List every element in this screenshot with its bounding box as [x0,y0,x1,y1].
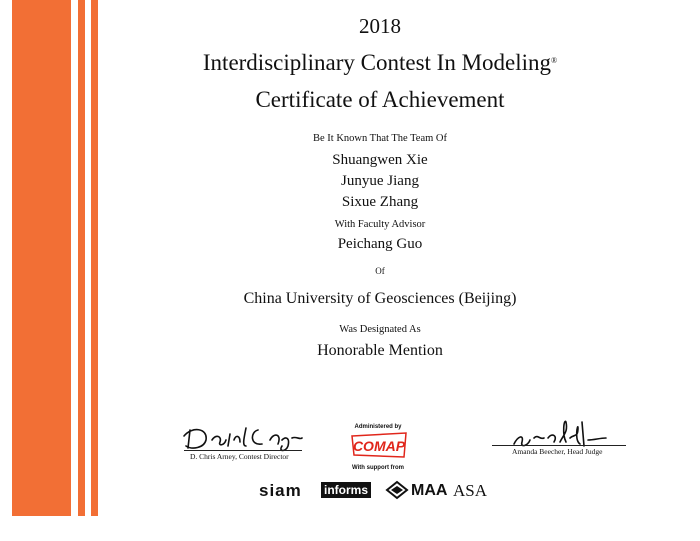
designation-label: Was Designated As [339,324,421,335]
maa-emblem-icon [385,480,409,500]
judge-signature-line [492,445,626,446]
team-member-1: Shuangwen Xie [332,152,428,168]
advisor-name: Peichang Guo [337,236,423,252]
support-label: With support from [352,465,404,471]
decorative-stripe-1 [78,0,85,516]
certificate-year: 2018 [359,14,401,38]
director-signature [178,418,308,454]
intro-text: Be It Known That The Team Of [313,133,447,144]
team-member-3: Sixue Zhang [341,194,419,210]
comap-logo-text: COMAP [352,438,406,454]
judge-caption: Amanda Beecher, Head Judge [512,447,603,456]
maa-logo: MAA [411,482,448,499]
director-caption: D. Chris Arney, Contest Director [190,452,289,461]
institution-name: China University of Geosciences (Beijing) [243,290,517,307]
director-signature-line [184,450,302,451]
certificate-title: Certificate of Achievement [255,87,505,112]
registered-mark: ® [551,56,558,65]
contest-name-text: Interdisciplinary Contest In Modeling [202,50,552,75]
designation-award: Honorable Mention [317,342,443,359]
contest-name [160,50,600,76]
comap-logo-icon [348,430,410,460]
siam-logo: siam [259,481,302,500]
asa-logo: ASA [453,481,488,500]
decorative-stripe-2 [91,0,98,516]
informs-logo-text: informs [321,482,371,498]
decorative-stripe-wide [12,0,71,516]
team-member-2: Junyue Jiang [341,173,419,189]
administered-by-label: Administered by [354,424,402,430]
informs-logo [321,483,371,497]
advisor-label: With Faculty Advisor [334,219,426,230]
of-label: Of [375,266,385,276]
